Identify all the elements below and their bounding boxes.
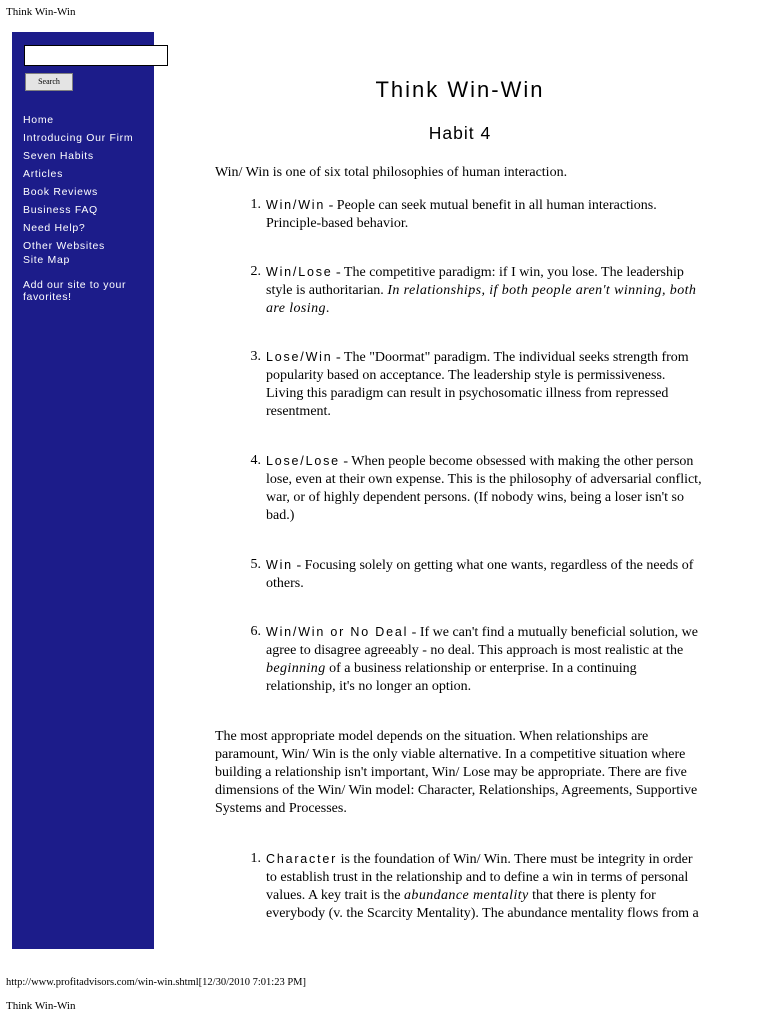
- list-item-text-end: that there is plenty for everybody (v. the Scarcity Mentality). The abundance mentality flows from a: [266, 888, 699, 921]
- document-footer-url: http://www.profitadvisors.com/win-win.shtml[12/30/2010 7:01:23 PM]: [6, 977, 307, 988]
- list-item-italic: abundance mentality: [404, 888, 529, 903]
- list-item-term: Lose/Lose: [266, 454, 340, 468]
- search-button[interactable]: Search: [25, 73, 73, 91]
- intro-paragraph: Win/ Win is one of six total philosophies of human interaction.: [215, 165, 568, 180]
- nav-introducing-our-firm[interactable]: Introducing Our Firm: [23, 132, 134, 144]
- list-item-term: Character: [266, 852, 338, 866]
- document-header-title: Think Win-Win: [6, 6, 76, 18]
- list-item-number: 1.: [250, 851, 261, 866]
- nav-business-faq[interactable]: Business FAQ: [23, 204, 98, 216]
- list-item-term: Win: [266, 558, 293, 572]
- list-item: [250, 452, 706, 525]
- list-item-number: 2.: [250, 264, 261, 279]
- nav-site-map[interactable]: Site Map: [23, 254, 71, 266]
- list-item-text: - Focusing solely on getting what one wants, regardless of the needs of others.: [266, 558, 694, 591]
- document-footer-title: Think Win-Win: [6, 1000, 76, 1012]
- nav-home[interactable]: Home: [23, 114, 54, 126]
- list-item-text: is the foundation of Win/ Win. There must be integrity in order to establish trust in the relationship and to define a win in terms of personal values. A key trait is the: [266, 852, 693, 903]
- list-item: [250, 623, 706, 696]
- nav-book-reviews[interactable]: Book Reviews: [23, 186, 98, 198]
- list-item-text: - The "Doormat" paradigm. The individual seeks strength from popularity based on acceptance. The leadership style is permissiveness. Living this paradigm can result in psychosomatic illness from repressed resentment.: [266, 350, 689, 419]
- list-item-number: 1.: [250, 197, 261, 212]
- nav-articles[interactable]: Articles: [23, 168, 64, 180]
- add-to-favorites-link[interactable]: Add our site to your favorites!: [23, 279, 127, 303]
- search-input[interactable]: [24, 45, 168, 66]
- list-item-number: 6.: [250, 624, 261, 639]
- summary-paragraph: The most appropriate model depends on the situation. When relationships are paramount, Win/ Win is the only viable alternative. In a competitive situation where building a relationship isn't important, Win/ Lose may be appropriate. There are five dimensions of the Win/ Win model: Character, Relationships, Agreements, Supportive Systems and Processes.: [215, 729, 698, 816]
- list-item-text-end: .: [325, 301, 330, 316]
- list-item-number: 5.: [250, 557, 261, 572]
- list-item: [250, 556, 706, 593]
- list-item-term: Lose/Win: [266, 350, 333, 364]
- list-item: [250, 348, 706, 421]
- list-item: [250, 263, 706, 318]
- list-item-text: - When people become obsessed with making the other person lose, even at their own expense. This is the philosophy of adversarial conflict, war, or of highly dependent persons. (If nobody wins, being a loser isn't so bad.): [266, 454, 702, 523]
- page-title: Think Win-Win: [375, 77, 545, 102]
- list-item-text: - The competitive paradigm: if I win, you lose. The leadership style is authoritarian.: [266, 265, 684, 298]
- nav-seven-habits[interactable]: Seven Habits: [23, 150, 94, 162]
- list-item-italic: beginning: [266, 661, 326, 676]
- nav-other-websites[interactable]: Other Websites: [23, 240, 105, 252]
- sidebar-nav: [23, 111, 151, 267]
- list-item-text-end: of a business relationship or enterprise. In a continuing relationship, it's no longer an option.: [266, 661, 637, 694]
- sidebar: [12, 32, 154, 949]
- list-item-term: Win/Win or No Deal: [266, 625, 409, 639]
- list-item: [250, 850, 706, 923]
- list-item-text: - If we can't find a mutually beneficial solution, we agree to disagree agreeably - no deal. This approach is most realistic at the: [266, 625, 698, 658]
- page-subtitle: Habit 4: [428, 123, 492, 143]
- list-item-text: - People can seek mutual benefit in all human interactions. Principle-based behavior.: [266, 198, 657, 231]
- list-item: [250, 196, 706, 233]
- list-item-italic: In relationships, if both people aren't winning, both are losing: [266, 283, 697, 316]
- list-item-term: Win/Lose: [266, 265, 333, 279]
- list-item-number: 3.: [250, 349, 261, 364]
- nav-need-help[interactable]: Need Help?: [23, 222, 86, 234]
- list-item-number: 4.: [250, 453, 261, 468]
- list-item-term: Win/Win: [266, 198, 326, 212]
